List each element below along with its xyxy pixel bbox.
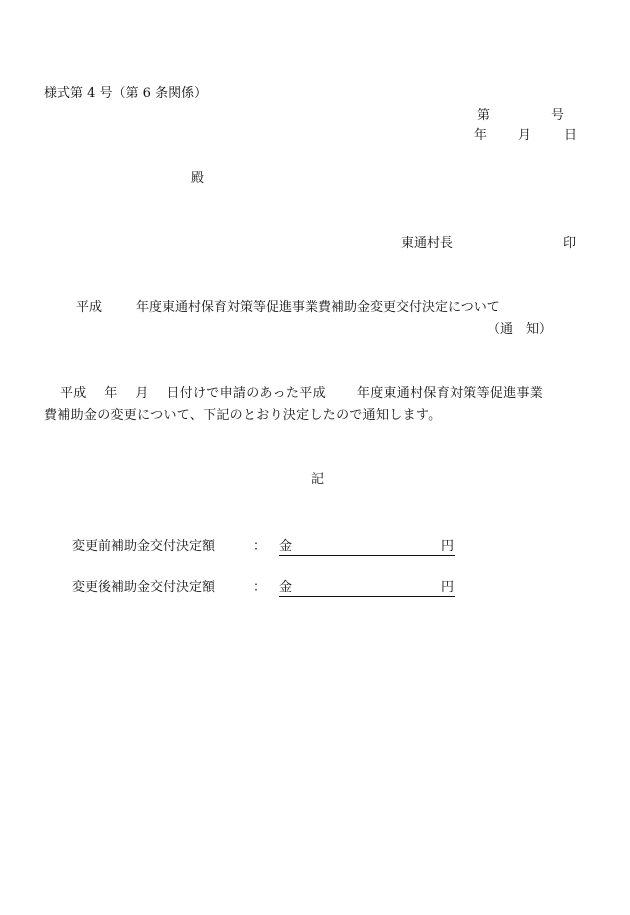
amount-before-field	[279, 539, 455, 556]
date-month: 月	[518, 128, 532, 143]
subject-notice: （通 知）	[487, 322, 553, 337]
amount-before-colon: ：	[253, 539, 267, 554]
addressee-honorific: 殿	[191, 171, 205, 186]
subject-era: 平成	[76, 300, 103, 315]
amount-after-field	[279, 580, 455, 597]
seal-mark: 印	[563, 236, 577, 251]
amount-after-colon: ：	[253, 580, 267, 595]
document-number-prefix: 第	[477, 108, 491, 123]
sender-name: 東通村長	[401, 236, 454, 251]
amount-before-unit: 円	[440, 539, 454, 554]
body-text-line-2: 費補助金の変更について、下記のとおり決定したので通知します。	[44, 408, 442, 423]
ki-heading: 記	[311, 472, 325, 487]
date-day: 日	[564, 128, 578, 143]
amount-after-unit: 円	[440, 580, 454, 595]
amount-before-prefix: 金	[279, 539, 293, 554]
amount-before-label: 変更前補助金交付決定額	[72, 539, 216, 554]
amount-after-label: 変更後補助金交付決定額	[72, 580, 216, 595]
subject-title: 年度東通村保育対策等促進事業費補助金変更交付決定について	[136, 300, 500, 315]
form-label: 様式第 4 号（第 6 条関係）	[44, 86, 208, 101]
amount-after-prefix: 金	[279, 580, 293, 595]
body-text-line-1: 平成 年 月 日付けで申請のあった平成 年度東通村保育対策等促進事業	[60, 386, 544, 401]
date-year: 年	[474, 128, 488, 143]
document-number-suffix: 号	[551, 108, 565, 123]
